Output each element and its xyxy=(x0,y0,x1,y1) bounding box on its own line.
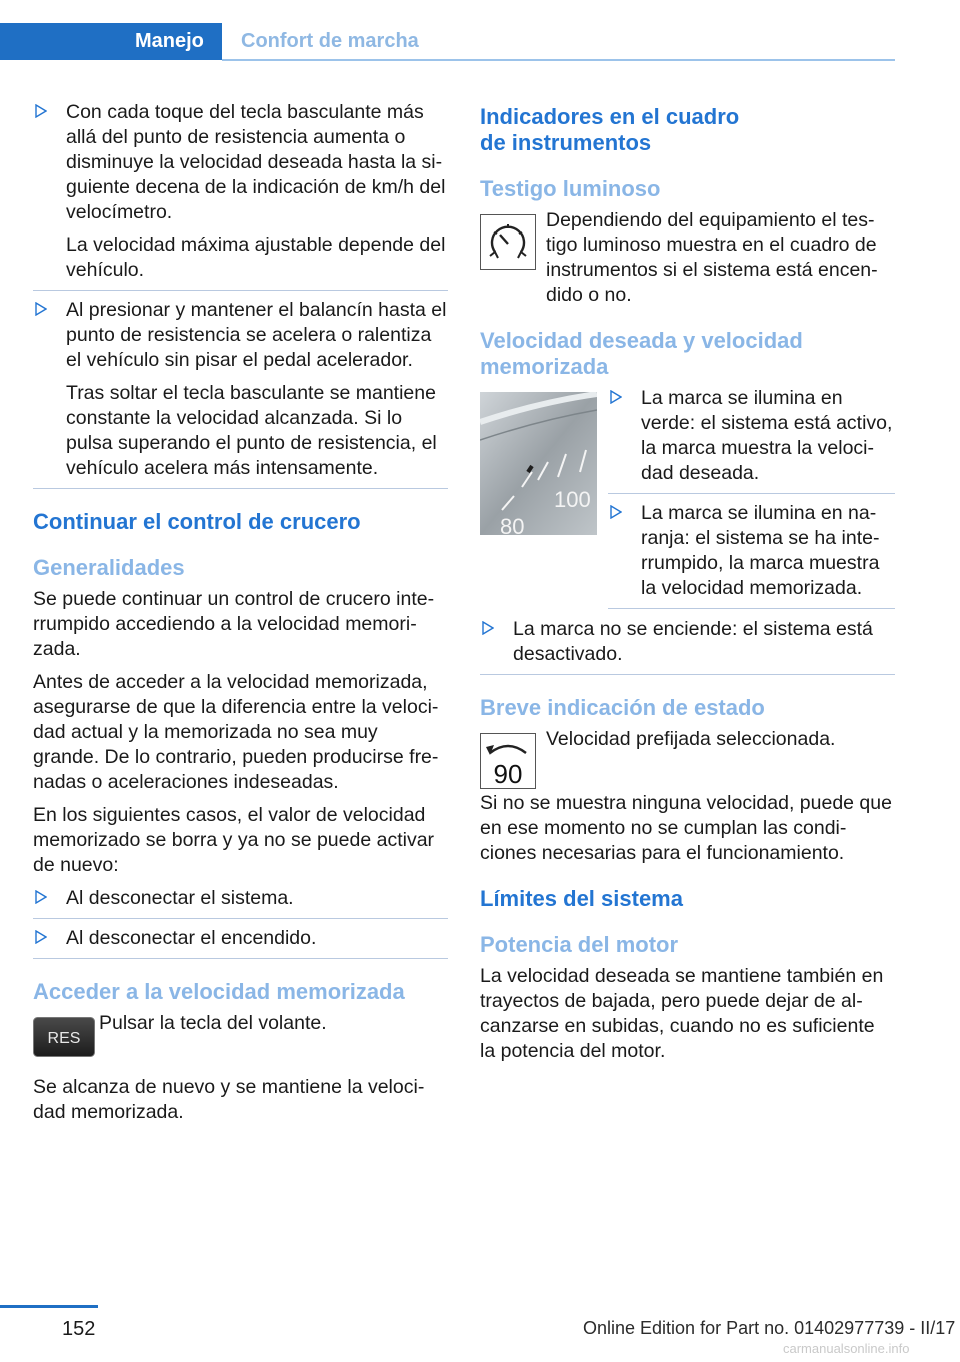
gauge-label-100: 100 xyxy=(554,487,591,512)
status-icon-number: 90 xyxy=(493,759,523,789)
watermark: carmanualsonline.info xyxy=(783,1341,910,1356)
list-item xyxy=(33,926,448,959)
triangle-bullet-icon xyxy=(35,302,47,316)
heading-engine-power: Potencia del motor xyxy=(480,932,679,957)
gauge-figure-row xyxy=(480,386,895,609)
triangle-bullet-icon xyxy=(482,621,494,635)
status-figure-row xyxy=(480,727,895,789)
list-item-subtext: La velocidad máxima ajustable depende del vehículo. xyxy=(66,234,446,281)
heading-continue-cruise: Continuar el control de crucero xyxy=(33,509,361,534)
list-item xyxy=(480,617,895,675)
heading-warning-lamp: Testigo luminoso xyxy=(480,176,661,201)
paragraph: Se alcanza de nuevo y se mantiene la velocidad memorizada. xyxy=(33,1076,425,1123)
paragraph: En los siguientes casos, el valor de velocidad memorizado se borra y ya no se puede activar de nuevo: xyxy=(33,804,435,876)
tab-confort-de-marcha[interactable]: Confort de marcha xyxy=(241,30,419,52)
list-item xyxy=(33,886,448,919)
heading-access-memorized: Acceder a la velocidad memorizada xyxy=(33,979,405,1004)
heading-system-limits: Límites del sistema xyxy=(480,886,683,911)
list-item-text: Al presionar y mantener el balancín hasta el punto de resistencia se acelera o ralentiza el vehículo sin pisar el pedal acelerador. xyxy=(66,299,447,371)
header-tabs xyxy=(0,23,895,62)
bullet-list-erase xyxy=(33,886,448,959)
gauge-label-80: 80 xyxy=(500,514,525,535)
triangle-bullet-icon xyxy=(610,505,622,519)
list-item xyxy=(608,386,895,494)
res-label: RES xyxy=(47,1030,81,1047)
list-item-text: La marca no se enciende: el sistema está desactivado. xyxy=(513,618,873,665)
footer-rule xyxy=(0,1305,98,1308)
bullet-list-marker-off xyxy=(480,617,895,675)
triangle-bullet-icon xyxy=(35,930,47,944)
triangle-bullet-icon xyxy=(610,390,622,404)
paragraph: La velocidad deseada se mantiene también en trayectos de bajada, pero puede dejar de alcanzarse en subidas, cuando no es suficiente la potencia del motor. xyxy=(480,965,884,1062)
list-item-text: La marca se ilumina en verde: el sistema está activo, la marca muestra la velocidad deseada. xyxy=(641,387,893,484)
edition-note: Online Edition for Part no. 01402977739 - II/17 xyxy=(583,1318,956,1338)
list-item xyxy=(33,100,448,291)
left-column xyxy=(33,100,448,1133)
paragraph: Antes de acceder a la velocidad memorizada, asegurarse de que la diferencia entre la velocidad actual y la memorizada no sea muy grande. De lo contrario, pueden producirse frenadas o aceleraciones indeseadas. xyxy=(33,671,439,793)
paragraph: Se puede continuar un control de crucero interrumpido accediendo a la velocidad memorizada. xyxy=(33,588,435,660)
list-item xyxy=(33,298,448,489)
heading-general: Generalidades xyxy=(33,555,185,580)
right-column xyxy=(480,100,895,1072)
list-item-subtext: Tras soltar el tecla basculante se mantiene constante la velocidad alcanzada. Si lo pulsa superando el punto de resistencia, el vehículo acelera más intensamente. xyxy=(66,382,437,479)
res-figure-row xyxy=(33,1011,448,1069)
cruise-control-lamp-icon xyxy=(480,214,536,270)
res-instruction: Pulsar la tecla del volante. xyxy=(99,1012,327,1034)
heading-status: Breve indicación de estado xyxy=(480,695,765,720)
paragraph: Si no se muestra ninguna velocidad, puede que en ese momento no se cumplan las condiciones necesarias para el funcionamiento. xyxy=(480,792,892,864)
page-number: 152 xyxy=(62,1318,96,1340)
list-item xyxy=(608,501,895,609)
speedometer-image xyxy=(480,392,597,535)
triangle-bullet-icon xyxy=(35,890,47,904)
heading-indicators: Indicadores en el cuadro de instrumentos xyxy=(480,104,740,155)
triangle-bullet-icon xyxy=(35,104,47,118)
list-item-text: Con cada toque del tecla basculante más allá del punto de resistencia aumenta o disminuye la velocidad deseada hasta la siguiente decena de la indicación de km/h del velocímetro. xyxy=(66,101,446,223)
bullet-list-adjust xyxy=(33,100,448,489)
tab-manejo[interactable]: Manejo xyxy=(0,23,222,60)
heading-desired-speed: Velocidad deseada y velocidad memorizada xyxy=(480,328,803,379)
set-speed-status-icon xyxy=(480,733,536,789)
lamp-description: Dependiendo del equipamiento el testigo luminoso muestra en el cuadro de instrumentos si el sistema está encendido o no. xyxy=(546,209,878,306)
header-divider xyxy=(222,59,895,61)
bullet-list-marker xyxy=(608,386,895,609)
list-item-text: Al desconectar el sistema. xyxy=(66,887,294,909)
lamp-figure-row xyxy=(480,208,895,308)
res-button-icon xyxy=(33,1017,95,1057)
status-text: Velocidad prefijada seleccionada. xyxy=(546,728,836,750)
list-item-text: Al desconectar el encendido. xyxy=(66,927,317,949)
list-item-text: La marca se ilumina en naranja: el sistema se ha interrumpido, la marca muestra la velocidad memorizada. xyxy=(641,502,880,599)
